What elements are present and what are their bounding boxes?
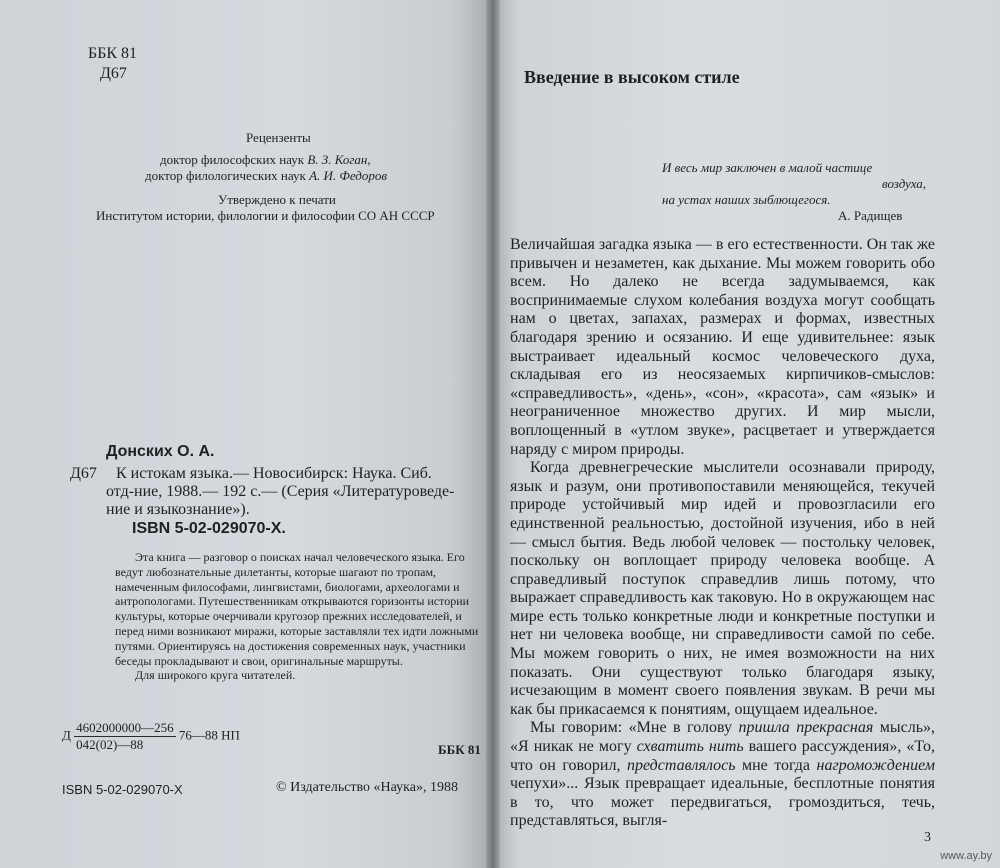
catalog-entry-line-3: ние и языкознание»). xyxy=(106,501,250,518)
paragraph-3-italic-2: схватить нить xyxy=(636,738,744,756)
copyright-icon: © xyxy=(276,780,287,795)
catalog-entry-code: Д67 xyxy=(70,465,97,482)
bbk-code: ББК 81 xyxy=(88,45,138,62)
bbk-bottom: ББК 81 xyxy=(438,742,481,757)
reviewers-title: Рецензенты xyxy=(246,130,311,145)
reviewer-1 xyxy=(160,152,371,168)
paragraph-3-text-e: чепухи»... Язык превращает идеальные, бесплотные понятия в то, что может передвигаться, громоздиться, течь, представляться, выгля- xyxy=(510,775,935,830)
cipher-fraction xyxy=(74,720,176,753)
annotation-paragraph-2: Для широкого круга читателей. xyxy=(135,668,296,683)
reviewer-1-name: В. З. Коган, xyxy=(307,152,371,167)
paragraph-3-italic-3: представлялось xyxy=(626,756,736,774)
epigraph-line-1: И весь мир заключен в малой частице xyxy=(662,160,873,175)
epigraph-line-3: на устах наших зыблющегося. xyxy=(662,192,831,207)
epigraph-author: А. Радищев xyxy=(838,208,903,223)
paragraph-2: Когда древнегреческие мыслители осознавали природу, язык и разум, они противопоставили меняющейся, текучей природе устойчивый мир идей и провозгласили его единственной реальностью, достойной изучения, ибо в ней — смысл бытия. Ведь любой человек — постольку человек, поскольку он воплощает природу человека вообще. А справедливый поступок справедлив лишь потому, что выражает справедливость как таковую. Но в окружающем нас мире есть только конкретные люди и конкретные поступки и нет ни человека вообще, ни справедливости самой по себе. Мы можем говорить о них, не имея возможности на них показать. Они существуют только благодаря языку, исчезающим в момент своего появления звукам. В речи мы как бы прикасаемся к понятиям, ощущаем идеальное. xyxy=(510,459,935,718)
isbn-main: ISBN 5-02-029070-X. xyxy=(132,520,286,537)
publication-cipher xyxy=(62,720,240,753)
left-page xyxy=(0,0,492,868)
cipher-suffix: 76—88 НП xyxy=(178,727,240,743)
book-author: Донских О. А. xyxy=(106,443,215,460)
paragraph-3-text-a: Мы говорим: «Мне в голову xyxy=(530,719,739,737)
chapter-title: Введение в высоком стиле xyxy=(524,67,740,87)
paragraph-3-italic-4: нагромождением xyxy=(816,756,936,774)
shelf-code: Д67 xyxy=(100,65,127,82)
epigraph-line-2: воздуха, xyxy=(882,176,927,191)
cipher-numerator: 4602000000—256 xyxy=(76,720,174,735)
bbk-block xyxy=(88,44,137,84)
copyright xyxy=(276,780,458,796)
reviewer-2-title: доктор филологических наук xyxy=(145,168,310,183)
approved-line-1: Утверждено к печати xyxy=(218,192,336,207)
paragraph-3-italic-1: пришла прекрасная xyxy=(738,719,874,737)
isbn-bottom: ISBN 5-02-029070-X xyxy=(62,782,183,797)
reviewer-2 xyxy=(145,168,387,184)
main-text xyxy=(510,236,935,831)
page-number: 3 xyxy=(924,830,931,845)
approved-line-2: Институтом истории, филологии и философии СО АН СССР xyxy=(96,208,435,223)
paragraph-1: Величайшая загадка языка — в его естественности. Он так же привычен и незаметен, как дыхание. Мы можем говорить обо всем. Но далеко не всегда задумываемся, как воспринимаемые слухом колебания воздуха могут сообщать нам о цветах, запахах, размерах и формах, известных благодаря зрению и осязанию. И еще удивительнее: язык выстраивает идеальный космос человеческого духа, складывая его из неосязаемых кирпичиков-смыслов: «справедливость», «день», «сон», «красота», сам «язык» и неограниченное множество других. И мир мысли, воплощенный в «утлом звуке», расцветает и утверждается наряду с миром природы. xyxy=(510,236,935,458)
paragraph-3-text-d: мне тогда xyxy=(735,756,817,774)
cipher-denominator: 042(02)—88 xyxy=(76,737,144,752)
reviewer-2-name: А. И. Федоров xyxy=(309,168,388,183)
paragraph-3-text-b: мысль», «Я никак не могу xyxy=(510,719,936,756)
paragraph-3-text-c: вашего рассуждения», «То, что он говорил, xyxy=(510,738,935,774)
watermark: www.ay.by xyxy=(940,850,992,862)
copyright-text: Издательство «Наука», 1988 xyxy=(286,780,458,795)
annotation xyxy=(115,550,485,683)
book-gutter xyxy=(486,0,500,868)
catalog-entry-line-2: отд-ние, 1988.— 192 с.— (Серия «Литературоведе- xyxy=(106,483,455,500)
right-page xyxy=(492,0,1000,868)
catalog-entry-line-1: К истокам языка.— Новосибирск: Наука. Сиб. xyxy=(116,465,432,482)
paragraph-3 xyxy=(510,719,935,831)
reviewer-1-title: доктор философских наук xyxy=(160,152,308,167)
cipher-letter: Д xyxy=(62,727,71,743)
annotation-paragraph-1: Эта книга — разговор о поисках начал человеческого языка. Его ведут любознательные дилетанты, которые шагают по тропам, намеченным философами, лингвистами, биологами, археологами и антропологами. Путешественникам открываются горизонты истории культуры, которые очерчивали кругозор прежних исследователей, и перед ними возникают миражи, которые заставляли тех идти ложными путями. Ориентируясь на достижения современных наук, участники беседы прокладывают и свои, оригинальные маршруты. xyxy=(115,550,479,668)
